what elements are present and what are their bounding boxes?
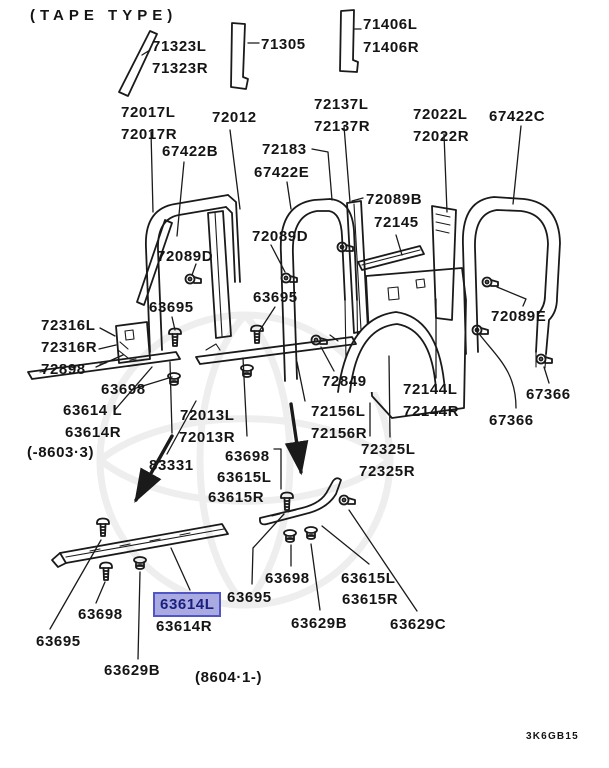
part-label-63695-front: 63695 xyxy=(149,299,194,316)
note-date-8603: (-8603·3) xyxy=(27,444,95,461)
part-label-63615R-lower: 63615R xyxy=(342,591,399,608)
part-label-72022R: 72022R xyxy=(413,128,470,145)
part-label-72145: 72145 xyxy=(374,214,419,231)
tape-strip-71406 xyxy=(340,10,358,72)
part-label-72316L: 72316L xyxy=(41,317,96,334)
part-label-63698-center: 63698 xyxy=(225,448,270,465)
part-label-63698-bottom-left: 63698 xyxy=(78,606,123,623)
part-label-83331: 83331 xyxy=(149,457,194,474)
part-label-63695-bottom-right: 63695 xyxy=(227,589,272,606)
part-label-63629B-right: 63629B xyxy=(291,615,348,632)
part-label-63614R-upper: 63614R xyxy=(65,424,122,441)
part-label-71323R: 71323R xyxy=(152,60,209,77)
part-label-63615L-upper: 63615L xyxy=(217,469,272,486)
quarter-window-frame-trim xyxy=(463,197,560,368)
note-date-8604: (8604·1-) xyxy=(195,669,263,686)
part-label-72849: 72849 xyxy=(322,373,367,390)
part-label-72183: 72183 xyxy=(262,141,307,158)
part-label-63615R-upper: 63615R xyxy=(208,489,265,506)
part-label-63698-left: 63698 xyxy=(101,381,146,398)
part-label-72089D-front: 72089D xyxy=(157,248,214,265)
part-label-67422E: 67422E xyxy=(254,164,310,181)
part-label-71323L: 71323L xyxy=(152,38,207,55)
part-label-72017L: 72017L xyxy=(121,104,176,121)
part-label-63614L-highlighted[interactable]: 63614L xyxy=(153,592,221,617)
tape-strip-71305 xyxy=(231,23,248,89)
part-label-72022L: 72022L xyxy=(413,106,468,123)
part-label-72898: 72898 xyxy=(41,361,86,378)
part-label-72156L: 72156L xyxy=(311,403,366,420)
part-label-63695-center: 63695 xyxy=(253,289,298,306)
part-label-63614R-lower: 63614R xyxy=(156,618,213,635)
part-label-67366-lower: 67366 xyxy=(489,412,534,429)
part-label-72316R: 72316R xyxy=(41,339,98,356)
part-label-72137L: 72137L xyxy=(314,96,369,113)
part-label-72325L: 72325L xyxy=(361,441,416,458)
part-label-72144R: 72144R xyxy=(403,403,460,420)
part-label-72089B: 72089B xyxy=(366,191,423,208)
doc-code: 3K6GB15 xyxy=(526,731,579,742)
part-label-71406R: 71406R xyxy=(363,39,420,56)
part-label-72017R: 72017R xyxy=(121,126,178,143)
part-label-72013R: 72013R xyxy=(179,429,236,446)
part-label-67422B: 67422B xyxy=(162,143,219,160)
part-label-72325R: 72325R xyxy=(359,463,416,480)
part-label-72137R: 72137R xyxy=(314,118,371,135)
part-label-67366-upper: 67366 xyxy=(526,386,571,403)
part-label-72089E: 72089E xyxy=(491,308,547,325)
part-label-63614-L: 63614 L xyxy=(63,402,123,419)
part-label-63698-bottom-right: 63698 xyxy=(265,570,310,587)
part-label-72013L: 72013L xyxy=(180,407,235,424)
part-label-63629C: 63629C xyxy=(390,616,447,633)
part-label-63695-bottom-left: 63695 xyxy=(36,633,81,650)
part-label-63629B-left: 63629B xyxy=(104,662,161,679)
rear-shelf-trim xyxy=(358,246,424,270)
part-label-72144L: 72144L xyxy=(403,381,458,398)
part-label-72156R: 72156R xyxy=(311,425,368,442)
part-label-71406L: 71406L xyxy=(363,16,418,33)
part-label-67422C: 67422C xyxy=(489,108,546,125)
part-label-71305: 71305 xyxy=(261,36,306,53)
part-label-72012: 72012 xyxy=(212,109,257,126)
part-label-72089D-rear: 72089D xyxy=(252,228,309,245)
note-tape-type: (TAPE TYPE) xyxy=(30,7,178,24)
part-label-63615L-lower: 63615L xyxy=(341,570,396,587)
